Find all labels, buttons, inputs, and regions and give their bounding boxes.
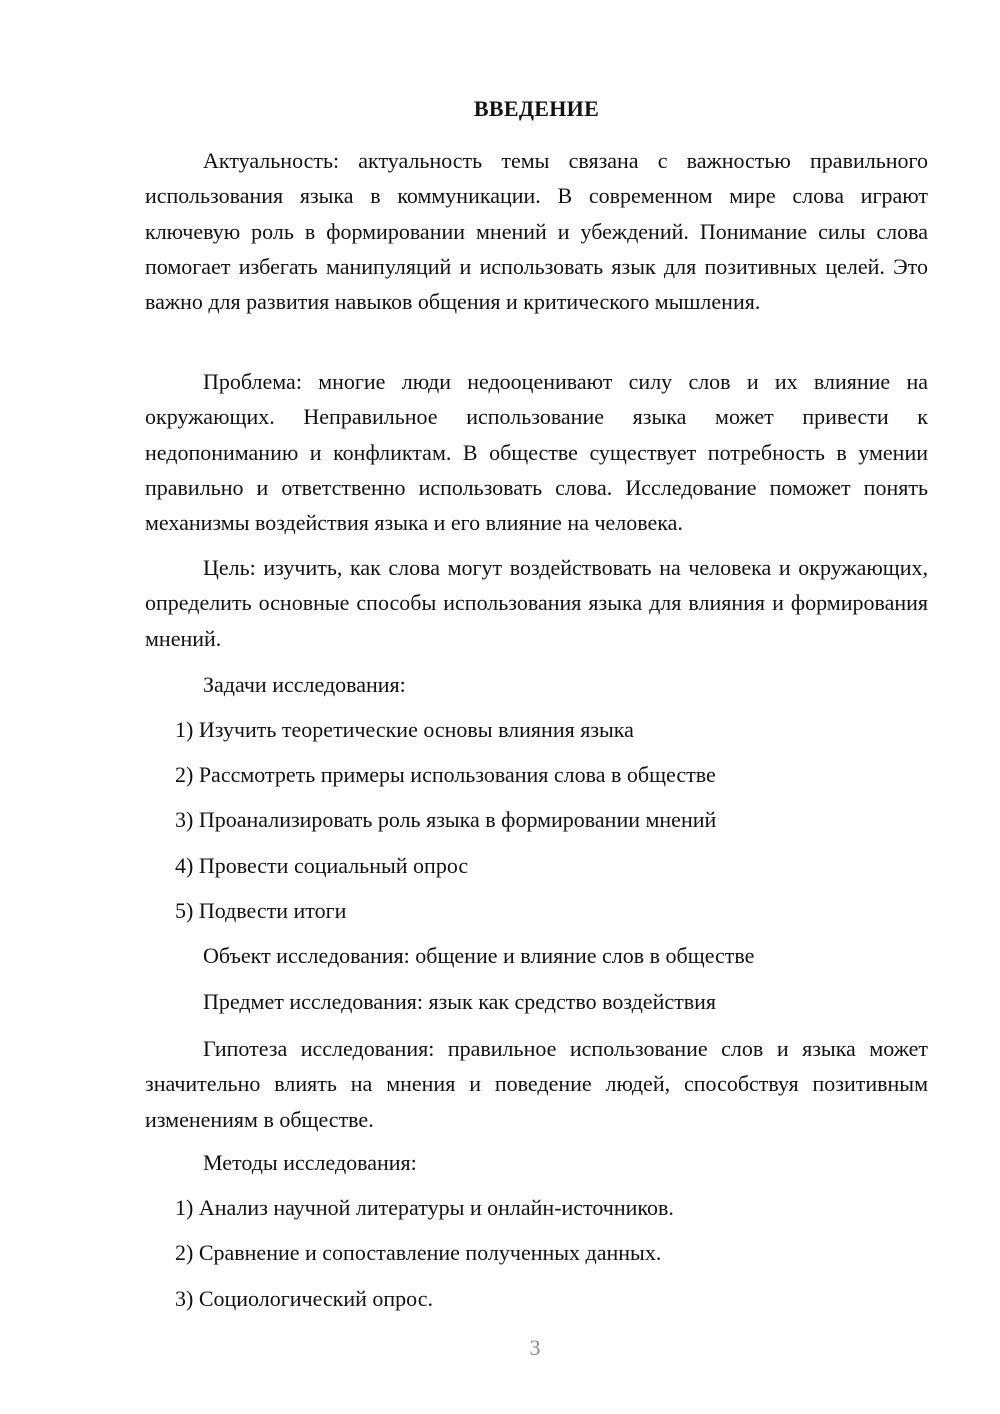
- page-number: 3: [529, 1335, 541, 1360]
- task-item: 4) Провести социальный опрос: [175, 853, 469, 878]
- subject-line: Предмет исследования: язык как средство воздействия: [203, 989, 717, 1014]
- task-item: 5) Подвести итоги: [175, 898, 347, 923]
- goal-paragraph: Цель: изучить, как слова могут воздействовать на человека и окружающих, определить основные способы использования языка для влияния и формирования мнений.: [145, 555, 928, 651]
- task-item: 2) Рассмотреть примеры использования слова в обществе: [175, 762, 716, 787]
- methods-heading: Методы исследования:: [203, 1150, 417, 1175]
- problem-paragraph: Проблема: многие люди недооценивают силу слов и их влияние на окружающих. Неправильное использование языка может привести к недопониманию и конфликтам. В обществе существует потребность в умении правильно и ответственно использовать слова. Исследование поможет понять механизмы воздействия языка и его влияние на человека.: [145, 369, 928, 536]
- hypothesis-paragraph: Гипотеза исследования: правильное использование слов и языка может значительно влиять на мнения и поведение людей, способствуя позитивным изменениям в обществе.: [145, 1036, 928, 1132]
- object-line: Объект исследования: общение и влияние слов в обществе: [203, 943, 755, 968]
- task-item: 3) Проанализировать роль языка в формировании мнений: [175, 807, 717, 832]
- method-item: 1) Анализ научной литературы и онлайн-источников.: [175, 1195, 674, 1220]
- method-item: 3) Социологический опрос.: [175, 1286, 433, 1311]
- tasks-heading: Задачи исследования:: [203, 672, 406, 697]
- task-item: 1) Изучить теоретические основы влияния языка: [175, 717, 634, 742]
- method-item: 2) Сравнение и сопоставление полученных данных.: [175, 1240, 662, 1265]
- page-title: ВВЕДЕНИЕ: [473, 96, 600, 121]
- relevance-paragraph: Актуальность: актуальность темы связана с важностью правильного использования языка в коммуникации. В современном мире слова играют ключевую роль в формировании мнений и убеждений. Понимание силы слова помогает избегать манипуляций и использовать язык для позитивных целей. Это важно для развития навыков общения и критического мышления.: [145, 148, 928, 315]
